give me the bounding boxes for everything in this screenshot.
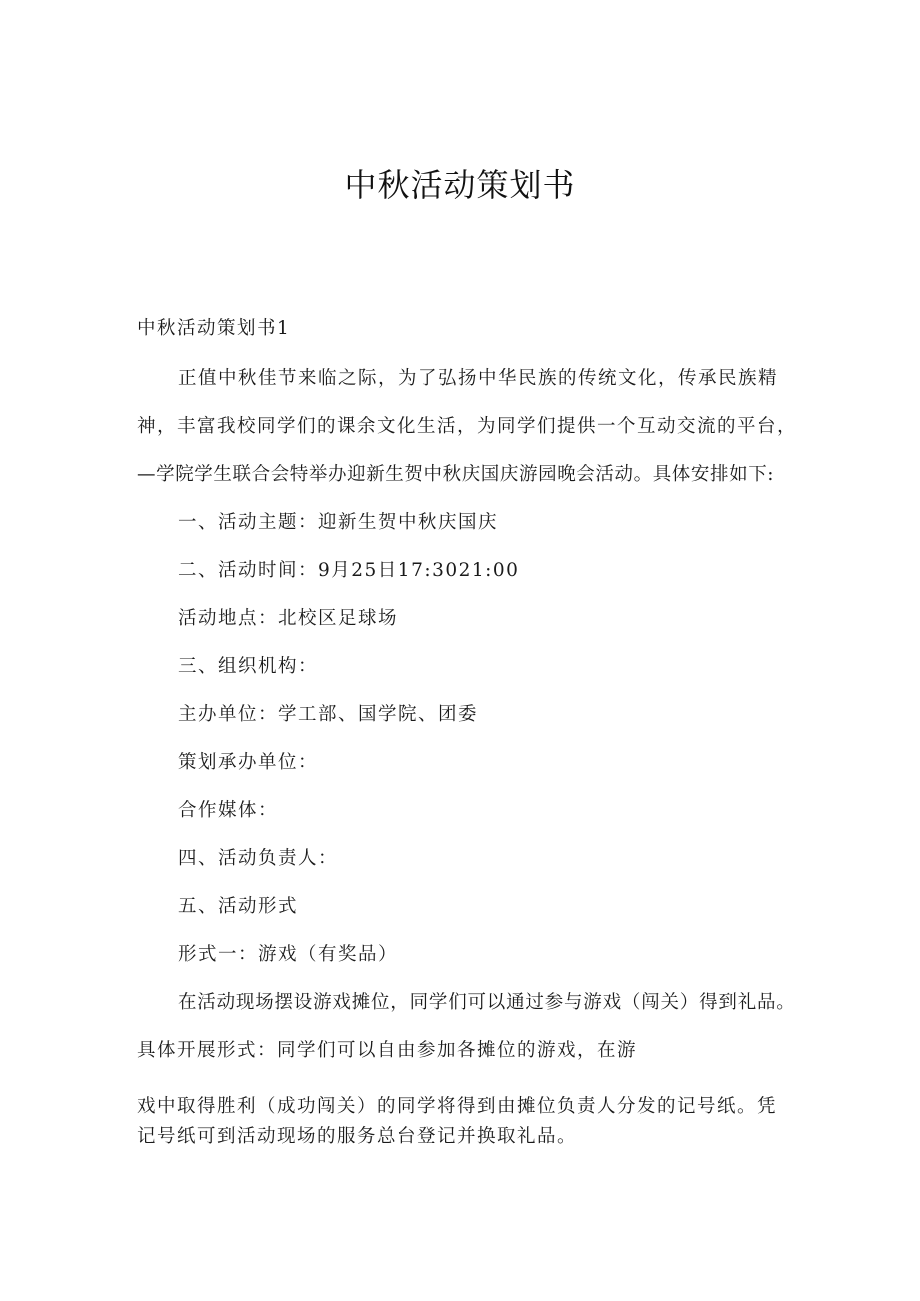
item-theme: 一、活动主题：迎新生贺中秋庆国庆 <box>178 512 499 533</box>
item-host: 主办单位：学工部、国学院、团委 <box>178 704 479 725</box>
intro-line-2: 神，丰富我校同学们的课余文化生活，为同学们提供一个互动交流的平台， <box>137 416 798 437</box>
item-responsible: 四、活动负责人： <box>178 848 339 869</box>
item-format: 五、活动形式 <box>178 896 299 917</box>
section-heading: 中秋活动策划书1 <box>137 318 291 339</box>
item-organization: 三、组织机构： <box>178 656 319 677</box>
item-organizer: 策划承办单位： <box>178 752 319 773</box>
intro-line-3: —学院学生联合会特举办迎新生贺中秋庆国庆游园晚会活动。具体安排如下: <box>137 464 775 485</box>
intro-line-1: 正值中秋佳节来临之际，为了弘扬中华民族的传统文化，传承民族精 <box>178 368 779 389</box>
closing-line-2: 记号纸可到活动现场的服务总台登记并换取礼品。 <box>137 1126 578 1147</box>
document-title: 中秋活动策划书 <box>344 166 576 204</box>
item-format-one: 形式一：游戏（有奖品） <box>178 944 399 965</box>
game-line-2: 具体开展形式：同学们可以自由参加各摊位的游戏，在游 <box>137 1040 638 1061</box>
item-time: 二、活动时间：9月25日17:3021:00 <box>178 560 520 581</box>
item-location: 活动地点：北校区足球场 <box>178 608 399 629</box>
closing-line-1: 戏中取得胜利（成功闯关）的同学将得到由摊位负责人分发的记号纸。凭 <box>137 1096 778 1117</box>
game-line-1: 在活动现场摆设游戏摊位，同学们可以通过参与游戏（闯关）得到礼品。 <box>178 992 796 1013</box>
item-media: 合作媒体： <box>178 800 279 821</box>
